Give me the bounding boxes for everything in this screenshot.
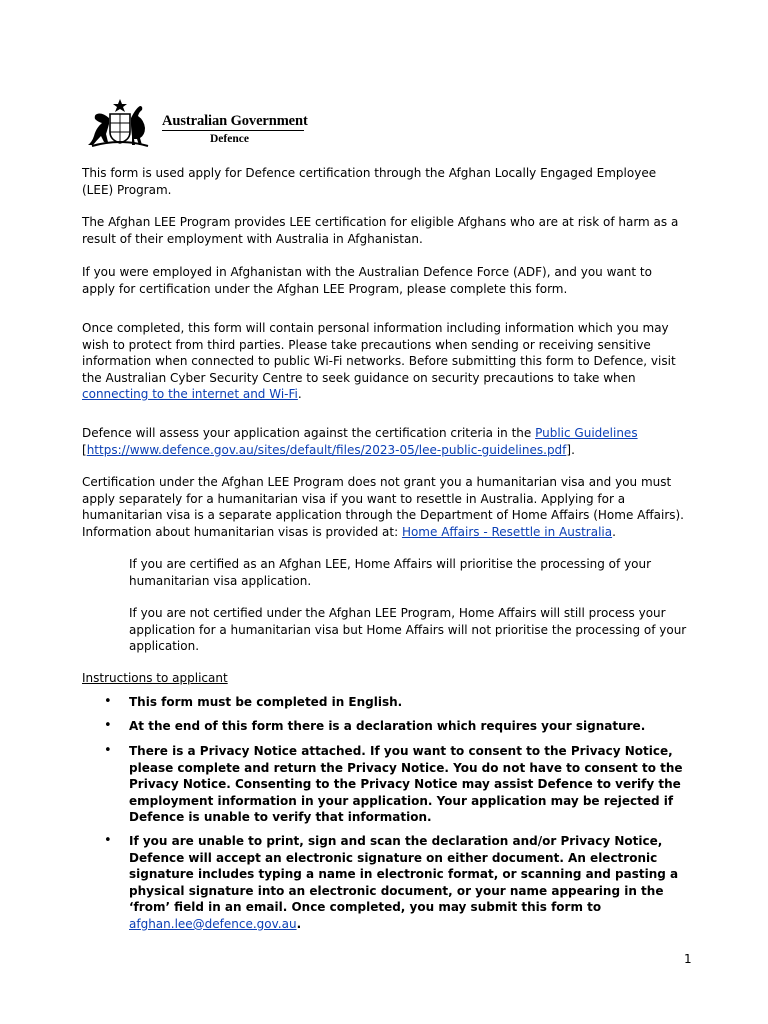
public-guidelines-link[interactable]: Public Guidelines [535,426,638,440]
certified-indent-paragraph: If you are certified as an Afghan LEE, Home Affairs will prioritise the processing of your humanitarian visa application. [129,557,652,588]
electronic-signature-text: If you are unable to print, sign and scan the declaration and/or Privacy Notice, Defence will accept an electronic signature on either document. An electronic signature includes typing a name in electronic format, or scanning and pasting a physical signature into an electronic document, or your name appearing in the ‘from’ field in an email. Once completed, you may submit this form to [129,834,679,914]
intro-paragraph-3: If you were employed in Afghanistan with the Australian Defence Force (ADF), and you want to apply for certification under the Afghan LEE Program, please complete this form. [82,265,652,296]
visa-paragraph [82,474,688,540]
intro-paragraph-1: This form is used apply for Defence certification through the Afghan Locally Engaged Employee (LEE) Program. [82,166,657,197]
guidelines-bracket-close: ]. [566,442,575,457]
government-wordmark: Australian Government [162,113,308,129]
instruction-english: This form must be completed in English. [129,695,403,709]
afghan-lee-email-link[interactable]: afghan.lee@defence.gov.au [129,916,297,931]
instruction-privacy-notice: There is a Privacy Notice attached. If you want to consent to the Privacy Notice, please complete and return the Privacy Notice. You do not have to consent to the Privacy Notice. Consenting to the Privacy Notice may assist Defence to verify the employment information in your application. Your application may be rejected if Defence is unable to verify that information. [129,744,683,824]
cyber-security-link[interactable]: connecting to the internet and Wi-Fi [82,387,298,401]
electronic-signature-end: . [296,916,302,931]
bullet-marker: • [104,833,112,848]
instruction-electronic-signature [129,833,689,932]
visa-paragraph-end: . [612,524,616,539]
bullet-marker: • [104,743,112,758]
home-affairs-resettle-link[interactable]: Home Affairs - Resettle in Australia [401,524,613,539]
bullet-marker: • [104,718,112,733]
australian-government-defence-logo [82,98,306,150]
visa-paragraph-text: Certification under the Afghan LEE Program does not grant you a humanitarian visa and you must apply separately for a humanitarian visa if you want to resettle in Australia. Applying for a humanitarian visa is a separate application through the Department of Home Affairs (Home Affairs). Information about humanitarian visas is provided at: [82,475,684,539]
bullet-marker: • [104,694,112,709]
logo-divider [162,130,304,131]
page-number: 1 [684,952,692,966]
instruction-declaration: At the end of this form there is a declaration which requires your signature. [129,719,646,733]
public-guidelines-url-link[interactable]: https://www.defence.gov.au/sites/default/files/2023-05/lee-public-guidelines.pdf [86,442,567,457]
department-wordmark: Defence [210,133,249,145]
security-paragraph-text: Once completed, this form will contain personal information including information which you may wish to protect from third parties. Please take precautions when sending or receiving sensitive information when connected to public Wi-Fi networks. Before submitting this form to Defence, visit the Australian Cyber Security Centre to seek guidance on security precautions to take when [82,321,676,385]
security-paragraph [82,320,688,403]
not-certified-indent-paragraph: If you are not certified under the Afghan LEE Program, Home Affairs will still process your application for a humanitarian visa but Home Affairs will not prioritise the processing of your application. [129,606,687,653]
coat-of-arms-icon [82,98,158,150]
guidelines-paragraph-text: Defence will assess your application against the certification criteria in the [82,426,536,440]
guidelines-bracket-open: [ [82,442,87,457]
security-paragraph-end: . [297,387,302,401]
intro-paragraph-2: The Afghan LEE Program provides LEE certification for eligible Afghans who are at risk of harm as a result of their employment with Australia in Afghanistan. [82,215,679,246]
instructions-heading: Instructions to applicant [82,671,228,685]
guidelines-paragraph [82,425,688,458]
